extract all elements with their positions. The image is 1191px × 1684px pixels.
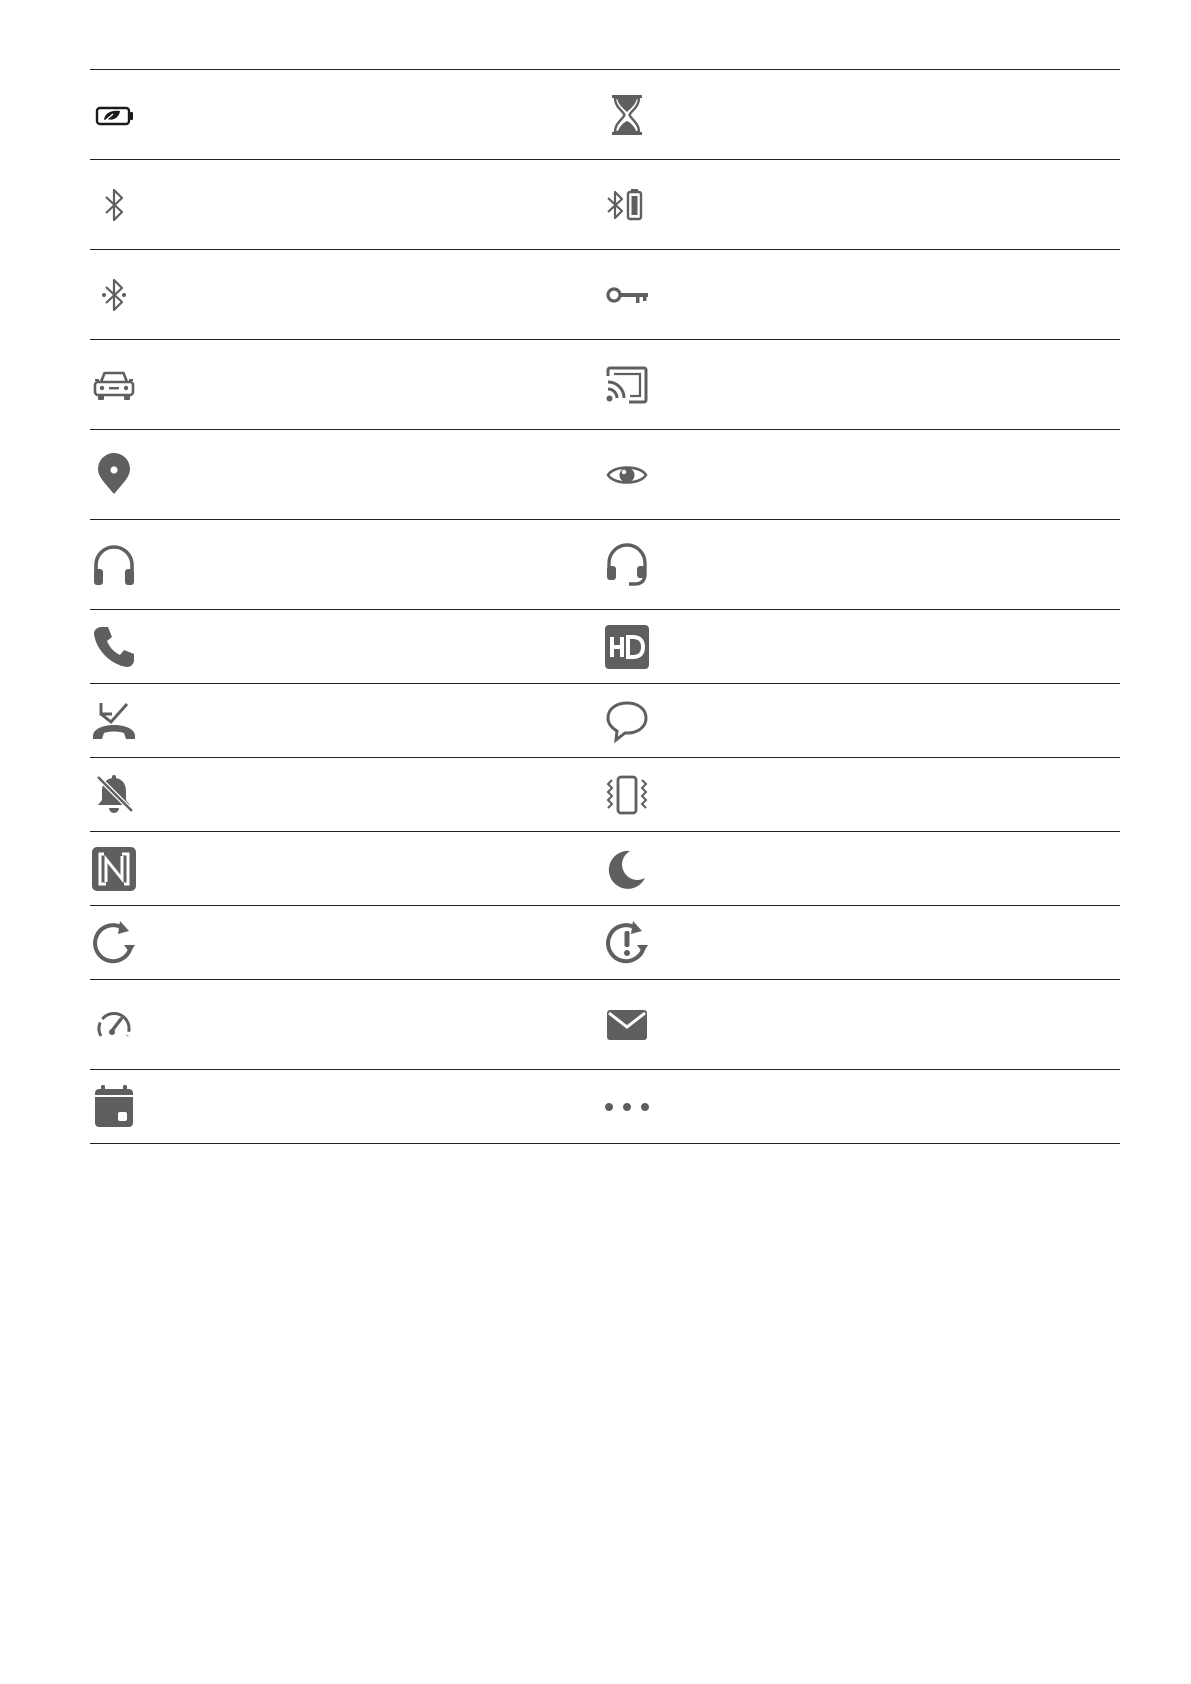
icon-cell (90, 610, 605, 683)
key-icon (604, 272, 650, 318)
screen-cast-icon (604, 362, 650, 408)
bluetooth-battery-icon (604, 182, 650, 228)
icon-cell (90, 520, 605, 609)
phone-call-icon (91, 624, 137, 670)
icon-cell (605, 1070, 1120, 1143)
table-row (90, 520, 1120, 610)
envelope-icon (604, 1002, 650, 1048)
table-row (90, 340, 1120, 430)
icon-cell (90, 160, 605, 249)
table-row (90, 160, 1120, 250)
hourglass-icon (604, 92, 650, 138)
location-pin-icon (91, 452, 137, 498)
nfc-icon (91, 846, 137, 892)
sync-error-icon (604, 920, 650, 966)
table-row (90, 758, 1120, 832)
chat-bubble-icon (604, 698, 650, 744)
icon-cell (90, 832, 605, 905)
bluetooth-connected-icon (91, 272, 137, 318)
table-row (90, 430, 1120, 520)
icon-cell (90, 70, 605, 159)
table-row (90, 684, 1120, 758)
bell-muted-icon (91, 772, 137, 818)
table-row (90, 906, 1120, 980)
icon-cell (605, 160, 1120, 249)
icon-cell (605, 250, 1120, 339)
hd-icon (604, 624, 650, 670)
bluetooth-icon (91, 182, 137, 228)
icon-cell (605, 610, 1120, 683)
table-row (90, 832, 1120, 906)
icon-cell (605, 906, 1120, 979)
moon-icon (604, 846, 650, 892)
icon-cell (605, 430, 1120, 519)
more-dots-icon (604, 1084, 650, 1130)
icon-cell (605, 980, 1120, 1069)
table-row (90, 70, 1120, 160)
icon-cell (90, 684, 605, 757)
icon-cell (90, 250, 605, 339)
sync-icon (91, 920, 137, 966)
table-row (90, 610, 1120, 684)
table-row (90, 1070, 1120, 1144)
table-row (90, 980, 1120, 1070)
icon-cell (90, 340, 605, 429)
icon-cell (605, 340, 1120, 429)
icon-cell (605, 832, 1120, 905)
table-row (90, 250, 1120, 340)
headset-mic-icon (604, 542, 650, 588)
icon-cell (605, 758, 1120, 831)
icon-cell (90, 906, 605, 979)
icon-cell (605, 70, 1120, 159)
calendar-icon (91, 1084, 137, 1130)
icon-cell (90, 430, 605, 519)
battery-saver-leaf-icon (91, 92, 137, 138)
icon-cell (90, 980, 605, 1069)
car-icon (91, 362, 137, 408)
missed-call-icon (91, 698, 137, 744)
headphones-icon (91, 542, 137, 588)
icon-cell (90, 1070, 605, 1143)
icon-cell (605, 684, 1120, 757)
vibrate-icon (604, 772, 650, 818)
eye-icon (604, 452, 650, 498)
icon-table (90, 69, 1120, 1144)
icon-cell (90, 758, 605, 831)
icon-cell (605, 520, 1120, 609)
speedometer-icon (91, 1002, 137, 1048)
